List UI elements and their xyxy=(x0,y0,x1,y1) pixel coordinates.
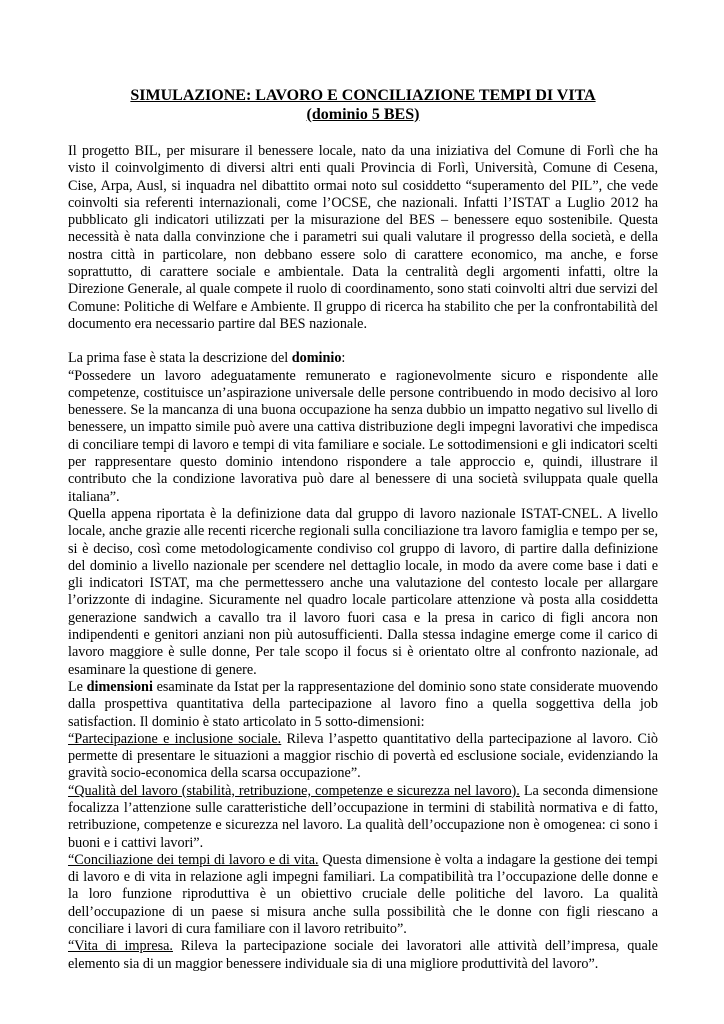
intro-paragraph: Il progetto BIL, per misurare il benessere locale, nato da una iniziativa del Comune di Forlì che ha visto il coinvolgimento di diversi altri enti quali Provincia di Forlì, Università, Comune di Cesena, Cise, Arpa, Ausl, si inquadra nel dibattito ormai noto sul cosiddetto “superamento del PIL”, che vede coinvolti sia referenti internazionali, come l’OCSE, che nazionali. Infatti l’ISTAT a Luglio 2012 ha pubblicato gli indicatori utilizzati per la misurazione del BES – benessere equo sostenibile. Questa necessità è nata dalla convinzione che i parametri sui quali valutare il progresso della società, e della nostra città in particolare, non debbano essere solo di carattere economico, ma anche, e forse soprattutto, di carattere sociale e ambientale. Data la centralità degli argomenti infatti, oltre la Direzione Generale, al quale compete il ruolo di coordinamento, sono stati coinvolti altri due servizi del Comune: Politiche di Welfare e Ambiente. Il gruppo di ricerca ha stabilito che per la confrontabilità del documento era necessario partire dal BES nazionale. xyxy=(68,143,658,332)
subdimension-conciliation xyxy=(68,852,658,938)
title-line-2: (dominio 5 BES) xyxy=(306,106,420,123)
title-line-1: SIMULAZIONE: LAVORO E CONCILIAZIONE TEMPI DI VITA xyxy=(130,87,596,104)
dimensions-prefix: Le xyxy=(68,678,87,695)
subdimension-enterprise xyxy=(68,938,658,973)
document-title xyxy=(68,86,658,124)
definition-paragraph: Quella appena riportata è la definizione data dal gruppo di lavoro nazionale ISTAT-CNEL. A livello locale, anche grazie alle recenti ricerche regionali sulla conciliazione tra lavoro famiglia e tempo per se, si è deciso, così come metodologicamente condiviso col gruppo di lavoro, di partire dalla definizione del dominio a livello nazionale per scendere nel dettaglio locale, in modo da avere come base i dati e gli indicatori ISTAT, ma che permettessero anche una valutazione del contesto locale per allargare l’orizzonte di indagine. Sicuramente nel quadro locale particolare attenzione và posta alla cosiddetta generazione sandwich a cavallo tra il lavoro fuori casa e la presa in carico di figli ancora non indipendenti e genitori anziani non più autosufficienti. Dalla stessa indagine emerge come il carico di lavoro maggiore è sulle donne, Per tale scopo il focus si è orientato oltre al confronto nazionale, ad esaminare la questione di genere. xyxy=(68,505,658,678)
paragraph-gap xyxy=(68,333,658,350)
subdimension-text: Rileva la partecipazione sociale dei lavoratori alle attività dell’impresa, quale elemento sia di un maggior benessere individuale sia di una migliore produttività del lavoro”. xyxy=(68,938,658,972)
quote-paragraph: “Possedere un lavoro adeguatamente remunerato e ragionevolmente sicuro e rispondente alle competenze, costituisce un’aspirazione universale delle persone contribuendo in modo decisivo al loro benessere. Se la mancanza di una buona occupazione ha senza dubbio un impatto negativo sul livello di benessere, un impatto simile può avere una cattiva distribuzione degli impegni lavorativi che impedisca di conciliare tempi di lavoro e tempi di vita familiare e sociale. Le sottodimensioni e gli indicatori scelti per rappresentare questo dominio intendono rispondere a tale approccio e, quindi, illustrare il contributo che la condizione lavorativa può dare al benessere di una società sviluppata quale quella italiana”. xyxy=(68,367,658,505)
subdimension-text: La seconda dimensione focalizza l’attenzione sulle caratteristiche dell’occupazione in termini di stabilità normativa e di fatto, retribuzione, competenze e sicurezza nel lavoro. La qualità dell’occupazione non è omogenea: ci sono i buoni e i cattivi lavori”. xyxy=(68,782,658,851)
subdimension-heading: “Partecipazione e inclusione sociale. xyxy=(68,730,282,747)
phase-prefix: La prima fase è stata la descrizione del xyxy=(68,350,292,367)
subdimension-quality xyxy=(68,783,658,852)
subdimension-heading: “Qualità del lavoro (stabilità, retribuzione, competenze e sicurezza nel lavoro). xyxy=(68,782,520,799)
dimensions-suffix: esaminate da Istat per la rappresentazione del dominio sono state considerate muovendo dalla prospettiva quantitativa della partecipazione al lavoro fino a quella soggettiva della job satisfaction. Il dominio è stato articolato in 5 sotto-dimensioni: xyxy=(68,678,659,730)
subdimension-heading: “Conciliazione dei tempi di lavoro e di vita. xyxy=(68,851,319,868)
subdimension-text: Rileva l’aspetto quantitativo della partecipazione al lavoro. Ciò permette di presentare le situazioni a maggior rischio di povertà ed esclusione sociale, evidenziando la gravità socio-economica della scarsa occupazione”. xyxy=(68,730,658,782)
subdimension-heading: “Vita di impresa. xyxy=(68,938,173,955)
subdimension-text: Questa dimensione è volta a indagare la gestione dei tempi di lavoro e di vita in relazione agli impegni familiari. La compatibilità tra l’occupazione delle donne e la loro funzione riproduttiva è un obiettivo cruciale delle politiche del lavoro. La qualità dell’occupazione di un paese si misura anche sulla possibilità che le donne con figli riescano a conciliare i lavori di cura familiare con il lavoro retribuito”. xyxy=(68,851,658,938)
phase-bold-term: dominio xyxy=(291,350,342,367)
dimensions-paragraph xyxy=(68,679,658,731)
dimensions-bold-term: dimensioni xyxy=(86,678,153,695)
phase-suffix: : xyxy=(341,350,346,367)
subdimension-participation xyxy=(68,731,658,783)
phase-paragraph xyxy=(68,350,658,367)
